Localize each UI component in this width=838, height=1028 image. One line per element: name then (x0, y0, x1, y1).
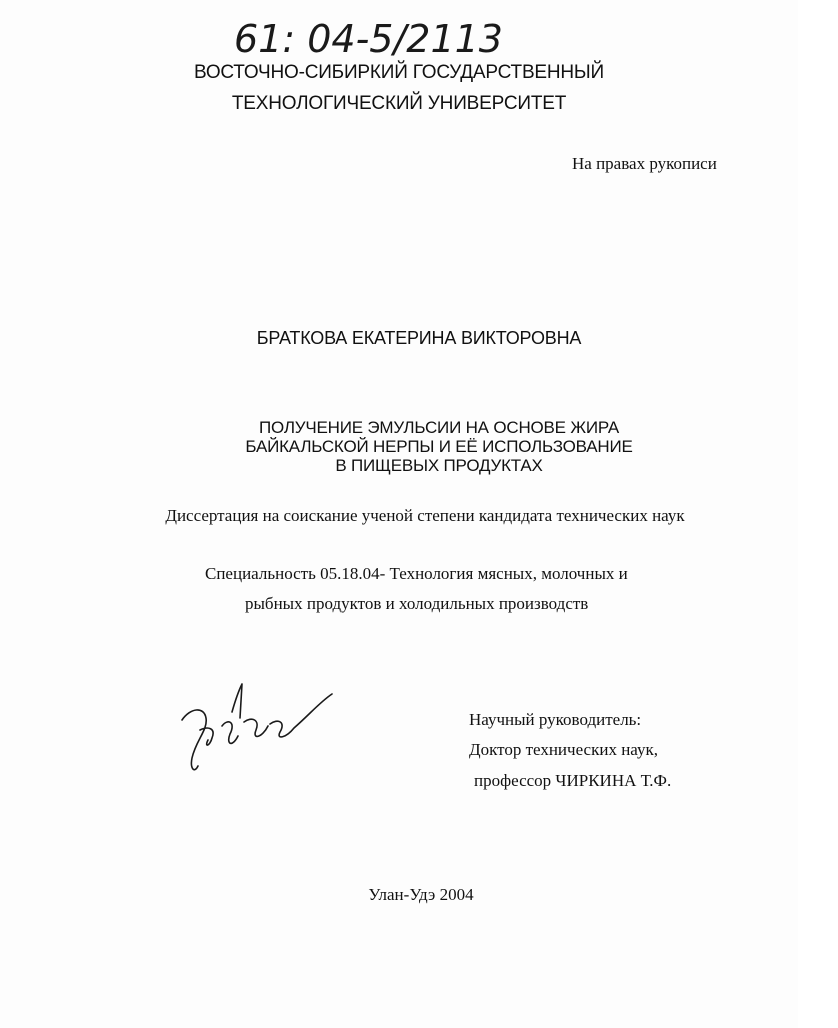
specialty-line-2: рыбных продуктов и холодильных производств (245, 594, 589, 613)
dissertation-title-line-1: ПОЛУЧЕНИЕ ЭМУЛЬСИИ НА ОСНОВЕ ЖИРА (258, 418, 620, 437)
rights-note: На правах рукописи (572, 154, 717, 173)
university-line-1: ВОСТОЧНО-СИБИРКИЙ ГОСУДАРСТВЕННЫЙ (193, 62, 605, 83)
handwritten-catalog-code (230, 8, 503, 68)
specialty-line-1: Специальность 05.18.04- Технология мясных, молочных и (205, 564, 628, 583)
dissertation-title-line-3: В ПИЩЕВЫХ ПРОДУКТАХ (335, 456, 543, 475)
author-name: БРАТКОВА ЕКАТЕРИНА ВИКТОРОВНА (256, 328, 582, 348)
supervisor-name: профессор ЧИРКИНА Т.Ф. (474, 771, 672, 790)
city-year: Улан-Удэ 2004 (368, 885, 474, 904)
author-signature (170, 678, 340, 778)
supervisor-label: Научный руководитель: (469, 710, 642, 729)
degree-statement: Диссертация на соискание ученой степени кандидата технических наук (165, 506, 685, 525)
dissertation-title-line-2: БАЙКАЛЬСКОЙ НЕРПЫ И ЕЁ ИСПОЛЬЗОВАНИЕ (245, 437, 633, 456)
handwritten-catalog-code-text: 61: 04-5/2113 (234, 17, 503, 61)
supervisor-degree: Доктор технических наук, (469, 740, 658, 759)
university-line-2: ТЕХНОЛОГИЧЕСКИЙ УНИВЕРСИТЕТ (231, 93, 567, 114)
